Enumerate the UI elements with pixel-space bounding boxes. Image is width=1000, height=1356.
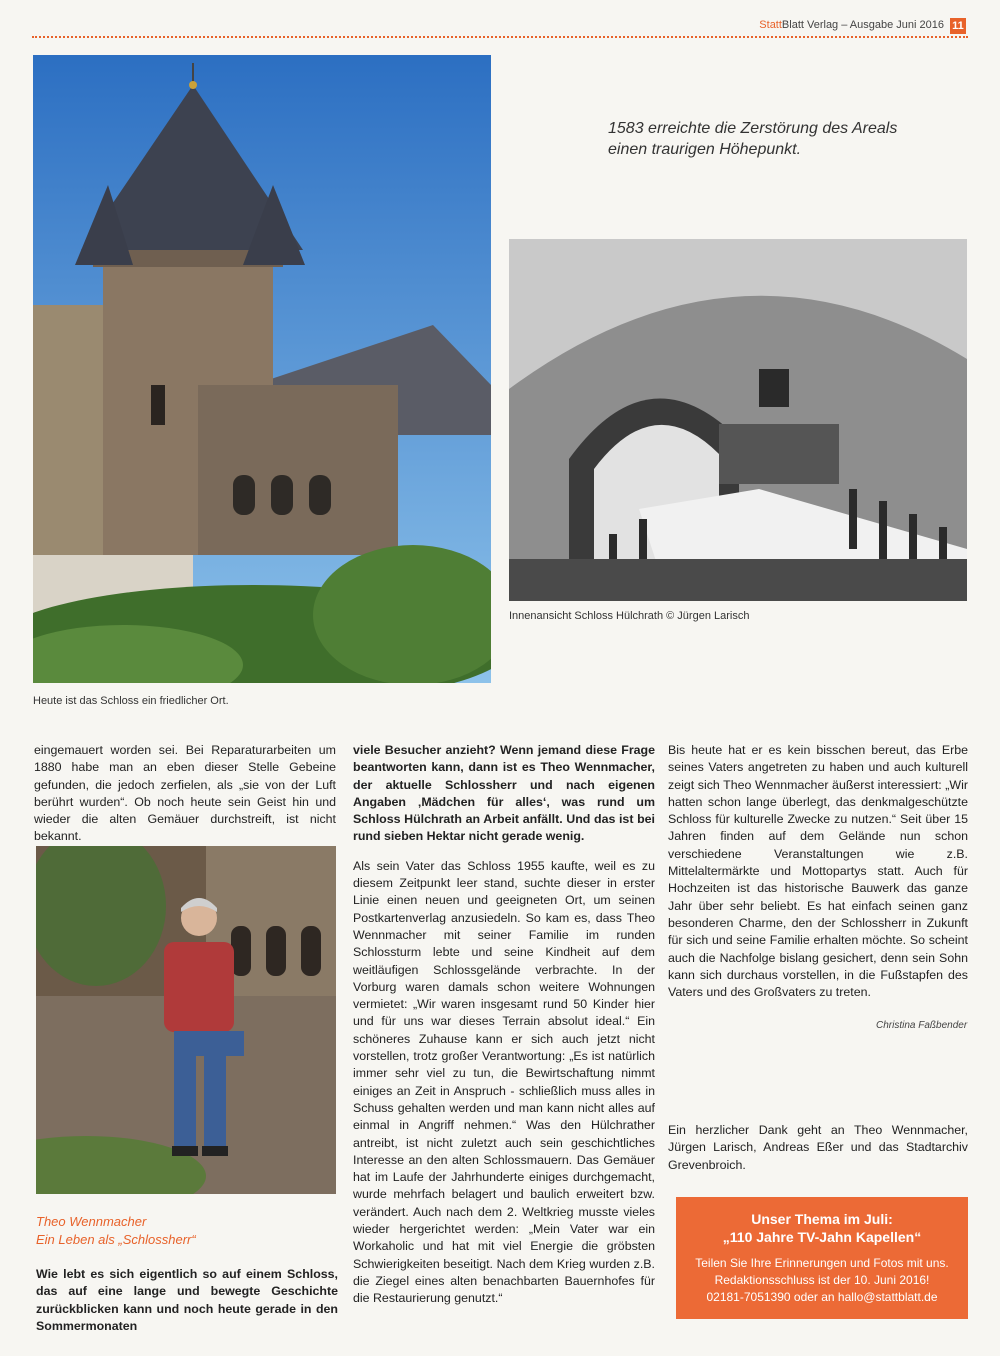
- column-1-bottom: [36, 1266, 338, 1347]
- promo-line-4: Redaktionsschluss ist der 10. Juni 2016!: [714, 1273, 930, 1287]
- publication-line: [759, 19, 944, 31]
- col1-intro: Wie lebt es sich eigentlich so auf einem Schloss, das auf eine lange und bewegte Geschichte zurückblicken kann und noch heute gerade in den Sommermonaten: [36, 1267, 338, 1333]
- portrait-illustration: [36, 846, 336, 1194]
- thanks-block: [668, 1122, 968, 1186]
- interior-caption: Innenansicht Schloss Hülchrath © Jürgen Larisch: [509, 610, 750, 622]
- col2-paragraph-1: Als sein Vater das Schloss 1955 kaufte, weil es zu diesem Zeitpunkt leer stand, suchte dieser in erster Linie einen neuen und geeigneten Ort, um seinen Postkartenverlag anzusiedeln. So kam es, dass Theo Wennmacher mit seiner Familie im runden Schlossturm lebte und seine Kindheit auf dem weitläufigen Schlossgelände verbrachte. In der Vorburg waren damals schon weitere Wohnungen vermietet: „Wir waren insgesamt rund 50 Kinder hier und für uns war dieses Terrain absolut ideal.“ Ein schöneres Zuhause kann er sich auch jetzt nicht vorstellen, trotz großer Verantwortung: „Es ist natürlich immer sehr viel zu tun, die Bewirtschaftung nimmt einiges an Zeit in Anspruch - schließlich muss alles in Schuss gehalten werden und man kann nicht alles auf einmal in Angriff nehmen.“ Was den Hülchrather antreibt, ist nicht zuletzt auch sein geschichtliches Interesse an den alten Schlossmauern. Das Gemäuer hat im Laufe der Jahrhunderte einiges durchgemacht, wurde mehrfach belagert und baulich erweitert bzw. verändert. Auch nach dem 2. Weltkrieg musste vieles wieder hergerichtet werden: „Mein Vater war ein Workaholic und hat mit viel Energie die gröbsten Schwierigkeiten beseitigt. Nach dem Krieg wurden z.B. die Ziegel eines alten benachbarten Bauernhofes für die Restaurierung genutzt.“: [353, 858, 655, 1306]
- column-2: [353, 742, 655, 1320]
- col2-intro: viele Besucher anzieht? Wenn jemand diese Frage beantworten kann, dann ist es Theo Wennmacher, der aktuelle Schlossherr und nach eigenen Angaben ‚Mädchen für alles‘, was rund um Schloss Hülchrath an Arbeit anfällt. Und das ist bei rund sieben Hektar nicht gerade wenig.: [353, 743, 655, 844]
- promo-details: [676, 1255, 968, 1306]
- portrait-caption-subtitle: Ein Leben als „Schlossherr“: [36, 1232, 196, 1247]
- promo-box: [676, 1197, 968, 1319]
- column-1-top: [34, 742, 336, 858]
- promo-line-3: Teilen Sie Ihre Erinnerungen und Fotos mit uns.: [695, 1256, 949, 1270]
- promo-contact[interactable]: 02181-7051390 oder an hallo@stattblatt.de: [706, 1290, 938, 1304]
- brand-prefix: Statt: [759, 19, 782, 31]
- portrait-caption-title: Theo Wennmacher: [36, 1214, 147, 1229]
- promo-topic: „110 Jahre TV-Jahn Kapellen“: [722, 1229, 922, 1245]
- interior-photo: [509, 239, 967, 601]
- header-divider: [32, 36, 968, 38]
- castle-photo: [33, 55, 491, 683]
- quote-line-1: 1583 erreichte die Zerstörung des Areals: [608, 120, 898, 137]
- portrait-photo: [36, 846, 336, 1194]
- page-header: [0, 10, 1000, 38]
- col3-paragraph-1: Bis heute hat er es kein bisschen bereut, das Erbe seines Vaters angetreten zu haben und auch kulturell zeigt sich Theo Wennmacher äußerst interessiert: „Wir hatten schon lange überlegt, das denkmalgeschützte Schloss für kulturelle Zwecke zu nutzen.“ Seit über 15 Jahren finden auf dem Gelände nun schon verschiedene Veranstaltungen wie z.B. Mittelaltermärkte und Mottopartys statt. Auch für Hochzeiten ist das historische Bauwerk das ganze Jahr über sehr beliebt. Es hat einfach seinen ganz besonderen Charme, den der Schlossherr in Zukunft für sich und seine Familie erhalten möchte. So scheint auch die Nachfolge bislang gesichert, denn sein Sohn kann sich durchaus vorstellen, in die Fußstapfen des Vaters und des Großvaters zu treten.: [668, 743, 968, 1000]
- brand-rest: Blatt Verlag – Ausgabe Juni 2016: [781, 19, 944, 31]
- page-number: 11: [950, 18, 966, 34]
- castle-illustration: [33, 55, 491, 683]
- author-name: Christina Faßbender: [876, 1020, 968, 1031]
- interior-illustration: [509, 239, 967, 601]
- portrait-caption: [36, 1213, 326, 1249]
- castle-caption: Heute ist das Schloss ein friedlicher Ort.: [33, 695, 229, 707]
- thanks-text: Ein herzlicher Dank geht an Theo Wennmacher, Jürgen Larisch, Andreas Eßer und das Stadtarchiv Grevenbroich.: [668, 1123, 968, 1172]
- quote-line-2: einen traurigen Höhepunkt.: [608, 141, 802, 158]
- pull-quote: [608, 118, 948, 160]
- column-3: [668, 742, 968, 1013]
- promo-heading: Unser Thema im Juli:: [751, 1211, 893, 1227]
- col1-paragraph-1: eingemauert worden sei. Bei Reparaturarbeiten um 1880 habe man an eben dieser Stelle Gebeine gefunden, die jedoch zerfielen, als „sie von der Luft berührt wurden“. Ob noch heute sein Geist hin und wieder die alten Gemäuer durchstreift, ist nicht bekannt.: [34, 743, 336, 844]
